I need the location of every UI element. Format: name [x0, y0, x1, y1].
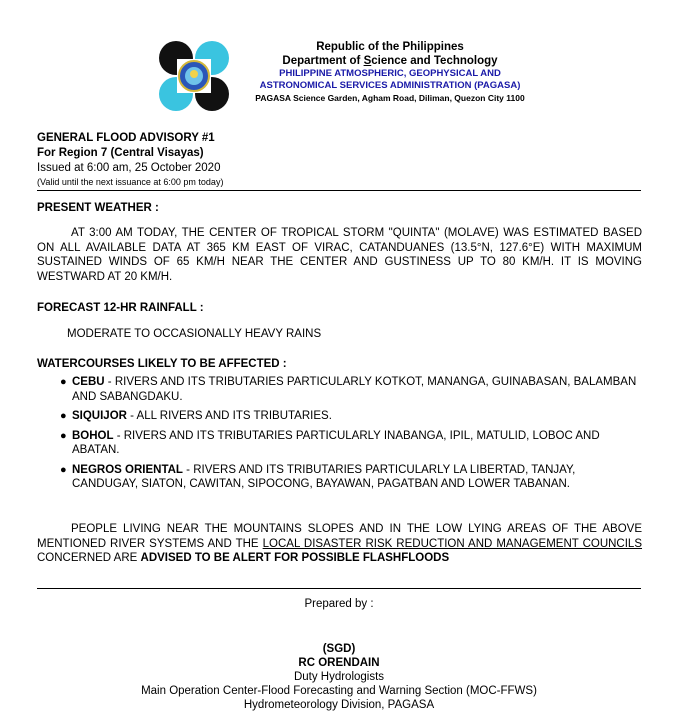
advisory-region: For Region 7 (Central Visayas)	[37, 147, 204, 159]
signed-mark: (SGD)	[322, 643, 356, 655]
agency-line-1: PHILIPPINE ATMOSPHERIC, GEOPHYSICAL AND	[279, 68, 501, 79]
dost-pagasa-logo-icon	[158, 40, 230, 112]
signatory-unit: Main Operation Center-Flood Forecasting and Warning Section (MOC-FFWS)	[141, 685, 537, 697]
forecast-text: MODERATE TO OCCASIONALLY HEAVY RAINS	[67, 328, 322, 340]
republic-line: Republic of the Philippines	[316, 41, 464, 53]
letterhead	[0, 38, 678, 118]
advice-text: PEOPLE LIVING NEAR THE MOUNTAINS SLOPES AND IN THE LOW LYING AREAS OF THE ABOVE MENTIONED RIVER SYSTEMS AND THE LOCAL DISASTER RISK REDUCTION AND MANAGEMENT COUNCILS CONCERNED ARE ADVISED TO BE ALERT FOR POSSIBLE FLASHFLOODS	[37, 523, 643, 564]
department-line: Department of Science and Technology	[282, 55, 498, 67]
list-item: ● BOHOL - RIVERS AND ITS TRIBUTARIES PARTICULARLY INABANGA, IPIL, MATULID, LOBOC AND ABATAN.	[60, 429, 600, 456]
letterhead-text	[240, 40, 540, 104]
signature-block	[0, 642, 678, 712]
list-item: ● CEBU - RIVERS AND ITS TRIBUTARIES PARTICULARLY KOTKOT, MANANGA, GUINABASAN, BALAMBAN AND SABANGDAKU.	[60, 376, 637, 403]
watercourse-list	[37, 375, 642, 497]
advisory-validity: (Valid until the next issuance at 6:00 pm today)	[37, 177, 224, 187]
forecast-title: FORECAST 12-HR RAINFALL :	[37, 302, 204, 314]
prepared-by: Prepared by :	[304, 598, 374, 610]
divider-top	[37, 190, 641, 191]
list-item: ● NEGROS ORIENTAL - RIVERS AND ITS TRIBUTARIES PARTICULARLY LA LIBERTAD, TANJAY, CANDUGAY, SIATON, CAWITAN, SIPOCONG, BAYAWAN, PAGATBAN AND LOWER TABANAN.	[60, 463, 576, 490]
agency-line-2: ASTRONOMICAL SERVICES ADMINISTRATION (PAGASA)	[259, 80, 521, 91]
signatory-name: RC ORENDAIN	[298, 657, 380, 669]
advisory-title: GENERAL FLOOD ADVISORY #1	[37, 132, 215, 144]
present-weather-title: PRESENT WEATHER :	[37, 202, 159, 214]
signatory-role: Duty Hydrologists	[293, 671, 385, 683]
lgu-councils: LOCAL DISASTER RISK REDUCTION AND MANAGEMENT COUNCILS	[262, 537, 643, 550]
list-item: ● SIQUIJOR - ALL RIVERS AND ITS TRIBUTARIES.	[60, 410, 332, 422]
advisory-issued: Issued at 6:00 am, 25 October 2020	[37, 162, 221, 174]
watercourses-title: WATERCOURSES LIKELY TO BE AFFECTED :	[37, 358, 287, 370]
present-weather-text: AT 3:00 AM TODAY, THE CENTER OF TROPICAL STORM "QUINTA" (MOLAVE) WAS ESTIMATED BASED ON ALL AVAILABLE DATA AT 365 KM EAST OF VIRAC, CATANDUANES (13.5°N, 127.6°E) WITH MAXIMUM SUSTAINED WINDS OF 65 KM/H NEAR THE CENTER AND GUSTINESS UP TO 80 KM/H. IT IS MOVING WESTWARD AT 20 KM/H.	[37, 227, 642, 283]
divider-bottom	[37, 588, 641, 589]
advisory-heading	[37, 131, 223, 188]
signatory-division: Hydrometeorology Division, PAGASA	[243, 699, 435, 711]
address-line: PAGASA Science Garden, Agham Road, Diliman, Quezon City 1100	[255, 93, 525, 103]
